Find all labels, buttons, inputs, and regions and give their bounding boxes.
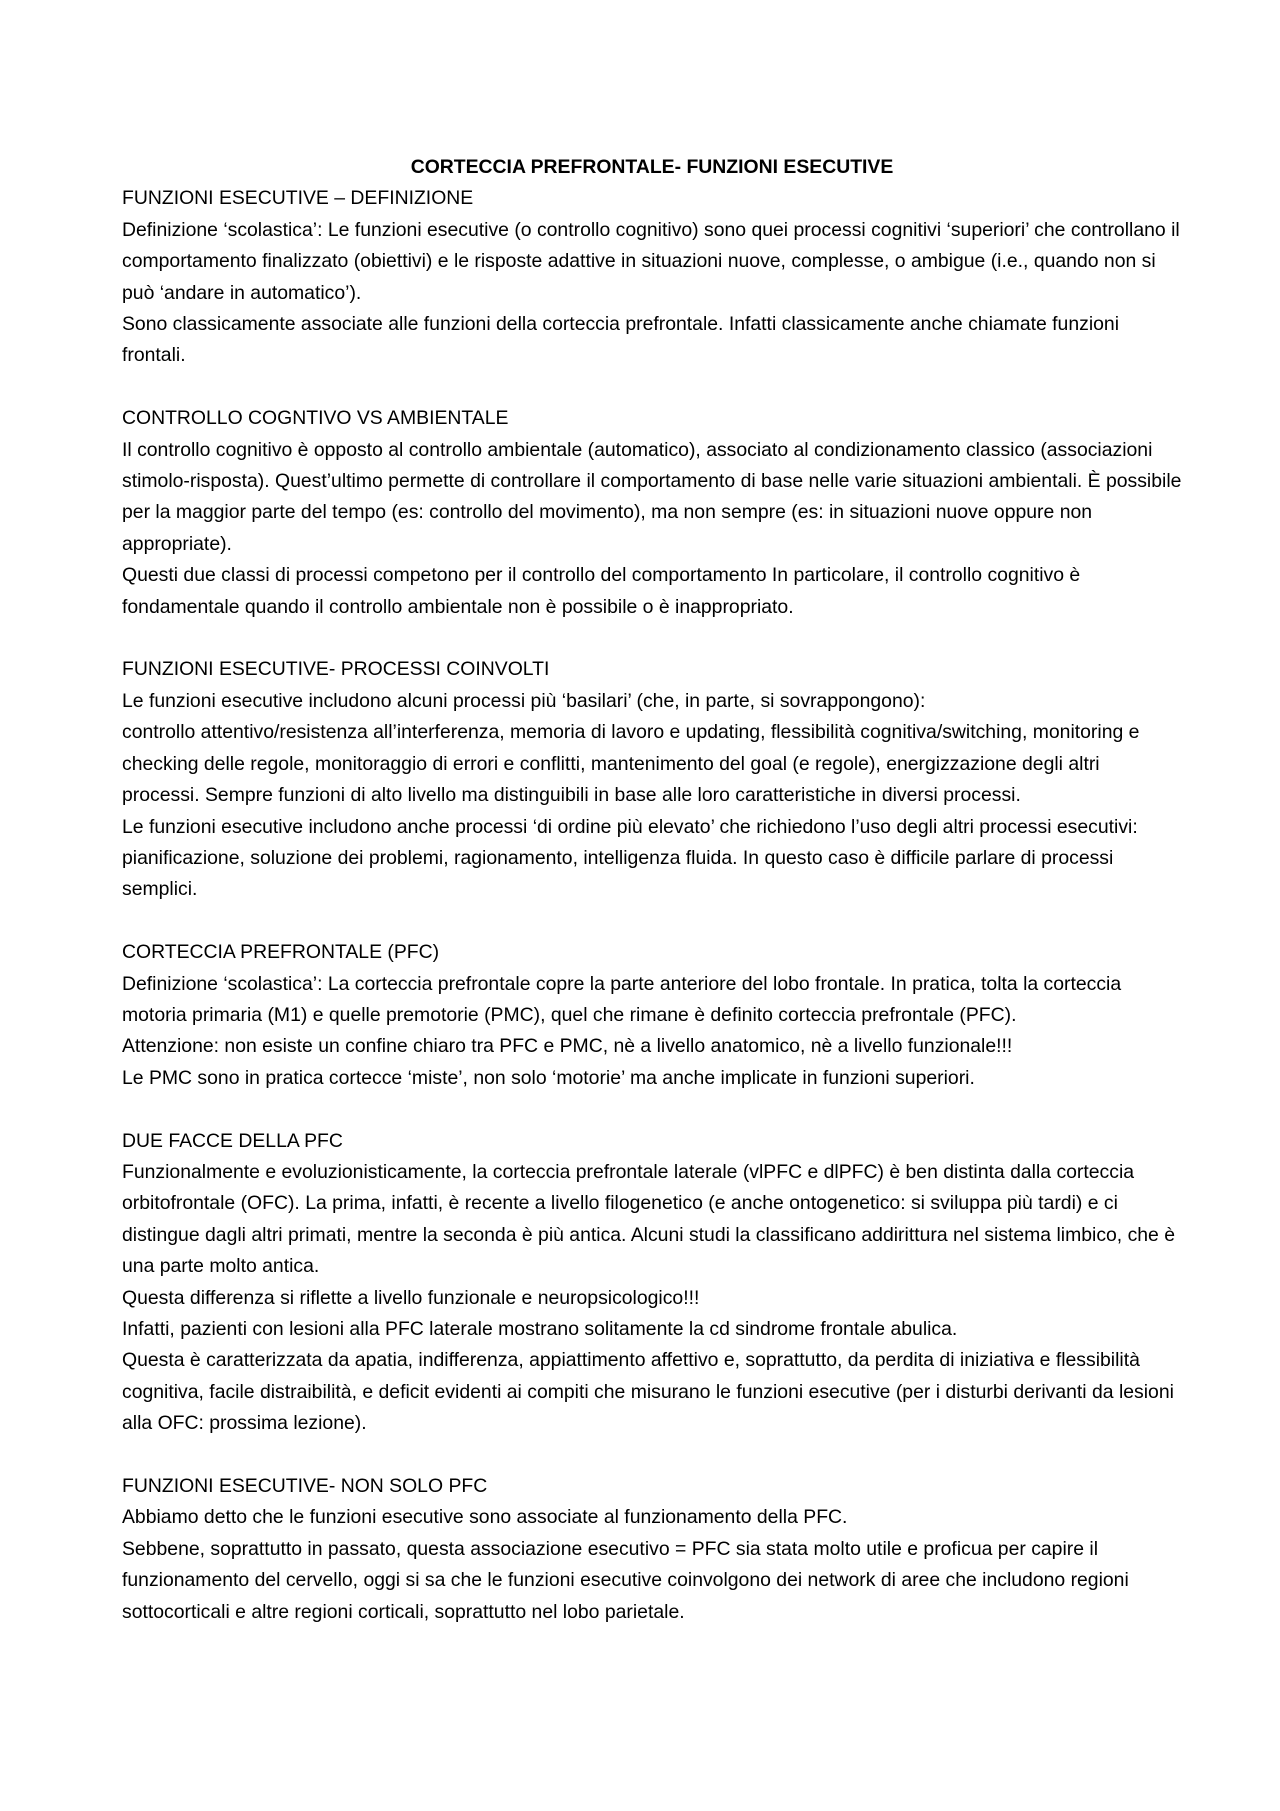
section-controllo <box>122 403 1182 623</box>
paragraph: Il controllo cognitivo è opposto al controllo ambientale (automatico), associato al condizionamento classico (associazioni stimolo-risposta). Quest’ultimo permette di controllare il comportamento di base nelle varie situazioni ambientali. È possibile per la maggior parte del tempo (es: controllo del movimento), ma non sempre (es: in situazioni nuove oppure non appropriate). <box>122 438 1182 555</box>
paragraph: Infatti, pazienti con lesioni alla PFC laterale mostrano solitamente la cd sindrome frontale abulica. <box>122 1317 958 1340</box>
section-heading: CONTROLLO COGNTIVO VS AMBIENTALE <box>122 407 509 430</box>
section-non-solo-pfc <box>122 1471 1182 1628</box>
paragraph: Attenzione: non esiste un confine chiaro tra PFC e PMC, nè a livello anatomico, nè a livello funzionale!!! <box>122 1035 1013 1058</box>
paragraph: Le PMC sono in pratica cortecce ‘miste’, non solo ‘motorie’ ma anche implicate in funzioni superiori. <box>122 1066 975 1089</box>
paragraph: Sono classicamente associate alle funzioni della corteccia prefrontale. Infatti classicamente anche chiamate funzioni frontali. <box>122 313 1120 367</box>
document-title: CORTECCIA PREFRONTALE- FUNZIONI ESECUTIVE <box>410 156 894 178</box>
paragraph: Questa differenza si riflette a livello funzionale e neuropsicologico!!! <box>122 1286 700 1309</box>
section-heading: FUNZIONI ESECUTIVE- PROCESSI COINVOLTI <box>122 658 550 681</box>
paragraph: Funzionalmente e evoluzionisticamente, la corteccia prefrontale laterale (vlPFC e dlPFC) è ben distinta dalla corteccia orbitofrontale (OFC). La prima, infatti, è recente a livello filogenetico (e anche ontogenetico: si sviluppa più tardi) e ci distingue dagli altri primati, mentre la seconda è più antica. Alcuni studi la classificano addirittura nel sistema limbico, che è una parte molto antica. <box>122 1160 1176 1278</box>
section-heading: FUNZIONI ESECUTIVE – DEFINIZIONE <box>122 187 474 210</box>
paragraph: Questa è caratterizzata da apatia, indifferenza, appiattimento affettivo e, soprattutto, da perdita di iniziativa e flessibilità cognitiva, facile distraibilità, e deficit evidenti ai compiti che misurano le funzioni esecutive (per i disturbi derivanti da lesioni alla OFC: prossima lezione). <box>122 1349 1174 1435</box>
section-pfc <box>122 937 1182 1094</box>
paragraph: Definizione ‘scolastica’: Le funzioni esecutive (o controllo cognitivo) sono quei processi cognitivi ‘superiori’ che controllano il comportamento finalizzato (obiettivi) e le risposte adattive in situazioni nuove, complesse, o ambigue (i.e., quando non si può ‘andare in automatico’). <box>122 218 1180 304</box>
section-heading: DUE FACCE DELLA PFC <box>122 1129 343 1152</box>
paragraph: Le funzioni esecutive includono anche processi ‘di ordine più elevato’ che richiedono l’uso degli altri processi esecutivi: pianificazione, soluzione dei problemi, ragionamento, intelligenza fluida. In questo caso è difficile parlare di processi semplici. <box>122 815 1138 901</box>
paragraph: Abbiamo detto che le funzioni esecutive sono associate al funzionamento della PFC. <box>122 1506 848 1529</box>
paragraph: Sebbene, soprattutto in passato, questa associazione esecutivo = PFC sia stata molto utile e proficua per capire il funzionamento del cervello, oggi si sa che le funzioni esecutive coinvolgono dei network di aree che includono regioni sottocorticali e altre regioni corticali, soprattutto nel lobo parietale. <box>122 1537 1129 1623</box>
section-processi <box>122 654 1182 905</box>
paragraph: Definizione ‘scolastica’: La corteccia prefrontale copre la parte anteriore del lobo frontale. In pratica, tolta la corteccia motoria primaria (M1) e quelle premotorie (PMC), quel che rimane è definito corteccia prefrontale (PFC). <box>122 972 1122 1026</box>
paragraph: controllo attentivo/resistenza all’interferenza, memoria di lavoro e updating, flessibilità cognitiva/switching, monitoring e checking delle regole, monitoraggio di errori e conflitti, mantenimento del goal (e regole), energizzazione degli altri processi. Sempre funzioni di alto livello ma distinguibili in base alle loro caratteristiche in diversi processi. <box>122 721 1140 807</box>
paragraph: Le funzioni esecutive includono alcuni processi più ‘basilari’ (che, in parte, si sovrappongono): <box>122 689 926 712</box>
section-due-facce <box>122 1126 1182 1440</box>
paragraph: Questi due classi di processi competono per il controllo del comportamento In particolare, il controllo cognitivo è fondamentale quando il controllo ambientale non è possibile o è inappropriato. <box>122 564 1081 618</box>
document-page <box>122 152 1182 1628</box>
section-heading: FUNZIONI ESECUTIVE- NON SOLO PFC <box>122 1474 488 1497</box>
section-heading: CORTECCIA PREFRONTALE (PFC) <box>122 941 440 964</box>
section-definizione <box>122 183 1182 371</box>
